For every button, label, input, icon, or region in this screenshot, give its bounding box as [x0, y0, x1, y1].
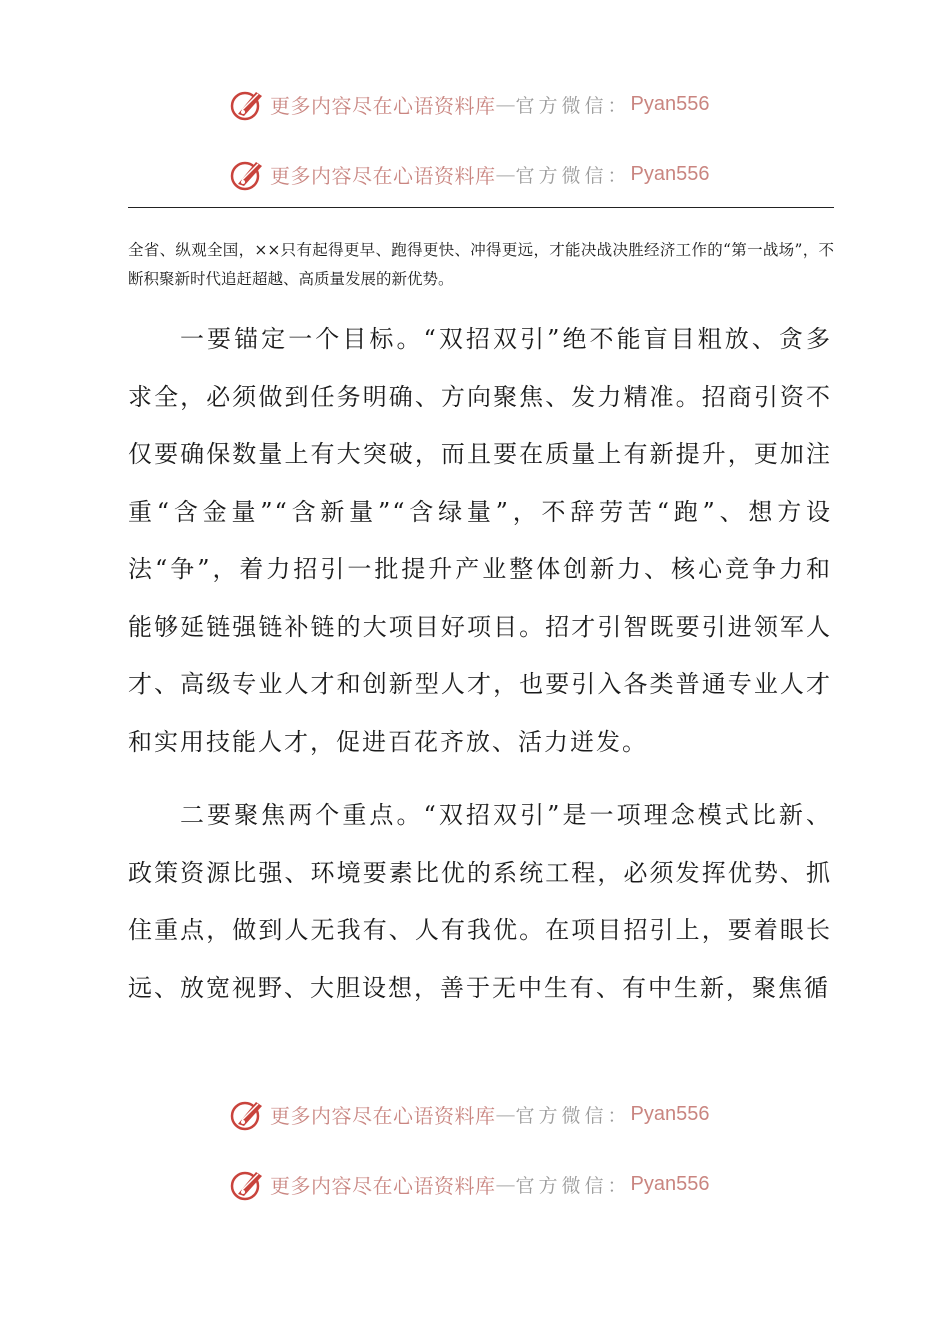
watermark-label: 官方微信： — [515, 1104, 631, 1127]
pen-nib-icon — [230, 156, 266, 192]
watermark-banner-top-2 — [230, 154, 709, 194]
watermark-banner-top-1 — [230, 84, 709, 124]
watermark-brand-text: 更多内容尽在心语资料库 — [270, 163, 496, 188]
body-paragraph-1: 一要锚定一个目标。“双招双引”绝不能盲目粗放、贪多求全，必须做到任务明确、方向聚焦、发力精准。招商引资不仅要确保数量上有大突破，而且要在质量上有新提升，更加注重“含金量”“含新量”“含绿量”，不辞劳苦“跑”、想方设法“争”，着力招引一批提升产业整体创新力、核心竞争力和能够延链强链补链的大项目好项目。招才引智既要引进领军人才、高级专业人才和创新型人才，也要引入各类普通专业人才和实用技能人才，促进百花齐放、活力迸发。 — [128, 325, 832, 756]
watermark-separator: — — [495, 162, 516, 186]
watermark-banner-bottom-2 — [230, 1164, 709, 1204]
watermark-wechat-id: Pyan556 — [630, 92, 710, 115]
watermark-label: 官方微信： — [515, 94, 631, 117]
watermark-label: 官方微信： — [515, 164, 631, 187]
pen-nib-icon — [230, 1096, 266, 1132]
pen-nib-icon — [230, 86, 266, 122]
watermark-wechat-id: Pyan556 — [630, 162, 710, 185]
watermark-separator: — — [495, 1172, 516, 1196]
watermark-wechat-id: Pyan556 — [630, 1102, 710, 1125]
intro-paragraph: 全省、纵观全国，××只有起得更早、跑得更快、冲得更远，才能决战决胜经济工作的“第一战场”，不断积聚新时代追赶超越、高质量发展的新优势。 — [128, 241, 834, 288]
watermark-brand-text: 更多内容尽在心语资料库 — [270, 1173, 496, 1198]
body-paragraph-2: 二要聚焦两个重点。“双招双引”是一项理念模式比新、政策资源比强、环境要素比优的系统工程，必须发挥优势、抓住重点，做到人无我有、人有我优。在项目招引上，要着眼长远、放宽视野、大胆设想，善于无中生有、有中生新，聚焦循 — [128, 801, 832, 1002]
watermark-separator: — — [495, 92, 516, 116]
header-divider — [128, 207, 834, 208]
pen-nib-icon — [230, 1166, 266, 1202]
watermark-label: 官方微信： — [515, 1174, 631, 1197]
watermark-separator: — — [495, 1102, 516, 1126]
watermark-brand-text: 更多内容尽在心语资料库 — [270, 93, 496, 118]
watermark-brand-text: 更多内容尽在心语资料库 — [270, 1103, 496, 1128]
watermark-wechat-id: Pyan556 — [630, 1172, 710, 1195]
watermark-banner-bottom-1 — [230, 1094, 709, 1134]
